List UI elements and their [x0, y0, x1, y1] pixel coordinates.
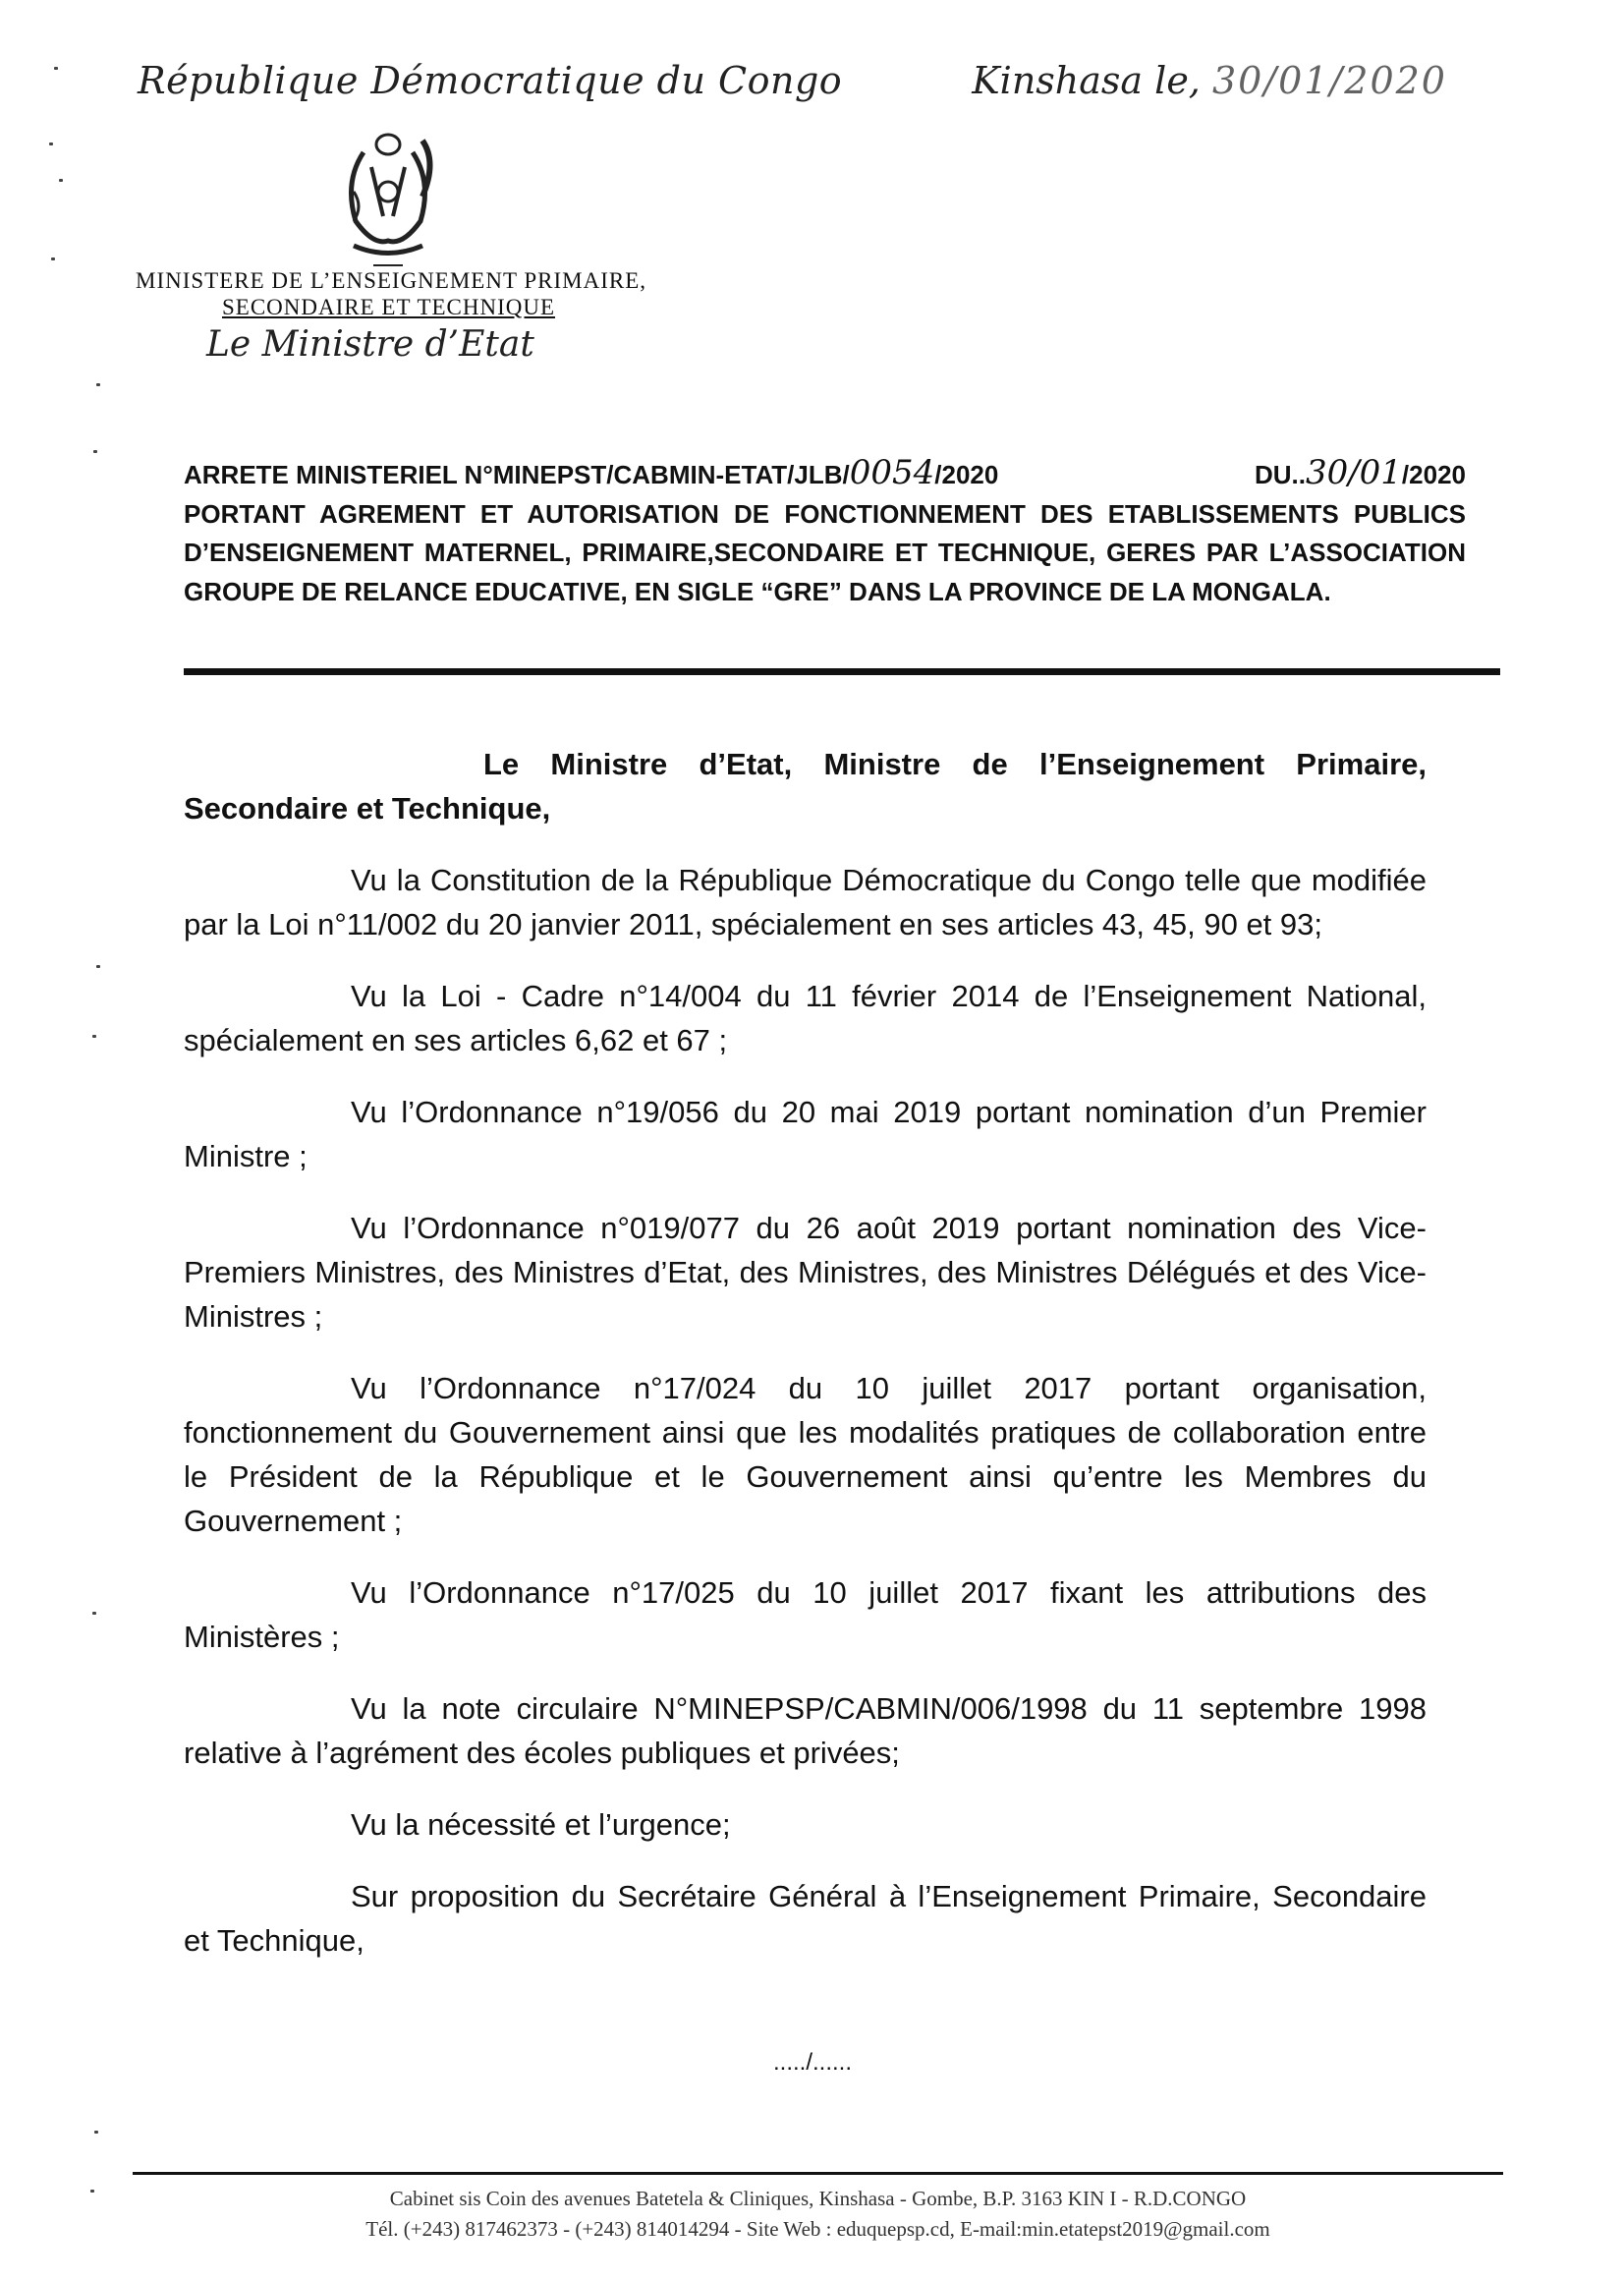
decree-body [184, 742, 1427, 1990]
handwritten-date: 30/01/2020 [1211, 59, 1447, 102]
ministry-name-line2: SECONDAIRE ET TECHNIQUE [222, 295, 556, 319]
scan-speck [90, 2190, 94, 2193]
whereas-paragraph: Vu la nécessité et l’urgence; [351, 1807, 731, 1842]
whereas-paragraph: Sur proposition du Secrétaire Général à l’Enseignement Primaire, Secondaire et Technique, [184, 1879, 1427, 1958]
decree-reference [184, 454, 1466, 495]
place-date [972, 59, 1447, 102]
footer-contact: Tél. (+243) 817462373 - (+243) 814014294 - Site Web : eduquepsp.cd, E-mail:min.etatepst2019@gmail.com [365, 2217, 1270, 2241]
place-prefix: Kinshasa le, [972, 59, 1212, 102]
minister-title: Le Ministre d’Etat [206, 324, 534, 365]
title-divider [184, 668, 1500, 675]
footer-address: Cabinet sis Coin des avenues Batetela & Cliniques, Kinshasa - Gombe, B.P. 3163 KIN I - R.D.CONGO [389, 2187, 1247, 2210]
decree-date-suffix: /2020 [1401, 460, 1466, 489]
scan-speck [96, 383, 100, 386]
decree-title: PORTANT AGREMENT ET AUTORISATION DE FONCTIONNEMENT DES ETABLISSEMENTS PUBLICS D’ENSEIGNEMENT MATERNEL, PRIMAIRE,SECONDAIRE ET TECHNIQUE, GERES PAR L’ASSOCIATION GROUPE DE RELANCE EDUCATIVE, EN SIGLE “GRE” DANS LA PROVINCE DE LA MONGALA. [184, 498, 1466, 606]
country-heading: République Démocratique du Congo [138, 59, 843, 102]
ministry-name-line1: MINISTERE DE L’ENSEIGNEMENT PRIMAIRE, [136, 268, 646, 293]
scan-speck [94, 2131, 98, 2134]
decree-ref-suffix: /2020 [934, 460, 999, 489]
whereas-paragraph: Vu l’Ordonnance n°19/056 du 20 mai 2019 portant nomination d’un Premier Ministre ; [184, 1095, 1427, 1173]
scan-speck [54, 67, 58, 70]
body-intro: Le Ministre d’Etat, Ministre de l’Enseignement Primaire, Secondaire et Technique, [184, 747, 1427, 826]
scan-speck [92, 1035, 96, 1038]
whereas-paragraph: Vu la note circulaire N°MINEPSP/CABMIN/006/1998 du 11 septembre 1998 relative à l’agrément des écoles publiques et privées; [184, 1691, 1427, 1770]
coat-of-arms-emblem [324, 123, 452, 270]
scan-speck [49, 142, 53, 145]
decree-title-block [184, 454, 1466, 611]
decree-number: 0054 [849, 453, 935, 492]
footer-divider [133, 2172, 1503, 2175]
whereas-paragraph: Vu l’Ordonnance n°17/024 du 10 juillet 2017 portant organisation, fonctionnement du Gouvernement ainsi que les modalités pratiques de collaboration entre le Président de la République et le Gouvernement ainsi qu’entre les Membres du Gouvernement ; [184, 1371, 1427, 1538]
scan-speck [93, 450, 97, 453]
whereas-paragraph: Vu l’Ordonnance n°019/077 du 26 août 2019 portant nomination des Vice-Premiers Ministres, des Ministres d’Etat, des Ministres, des Ministres Délégués et des Vice-Ministres ; [184, 1211, 1427, 1334]
footer [133, 2184, 1503, 2245]
scan-speck [92, 1612, 96, 1615]
decree-date-prefix: DU.. [1254, 460, 1306, 489]
decree-ref-prefix: ARRETE MINISTERIEL N°MINEPST/CABMIN-ETAT/JLB/ [184, 460, 850, 489]
scan-speck [51, 257, 55, 260]
whereas-paragraph: Vu la Constitution de la République Démocratique du Congo telle que modifiée par la Loi n°11/002 du 20 janvier 2011, spécialement en ses articles 43, 45, 90 et 93; [184, 863, 1427, 941]
decree-date-handwritten: 30/01 [1305, 453, 1402, 492]
whereas-paragraph: Vu la Loi - Cadre n°14/004 du 11 février 2014 de l’Enseignement National, spécialement en ses articles 6,62 et 67 ; [184, 979, 1427, 1057]
page-continuation-marker: ...../...... [773, 2049, 853, 2076]
whereas-paragraph: Vu l’Ordonnance n°17/025 du 10 juillet 2017 fixant les attributions des Ministères ; [184, 1575, 1427, 1654]
decree-ref-text [184, 454, 998, 495]
scan-speck [59, 179, 63, 182]
scan-speck [96, 965, 100, 968]
decree-date [1255, 454, 1466, 495]
